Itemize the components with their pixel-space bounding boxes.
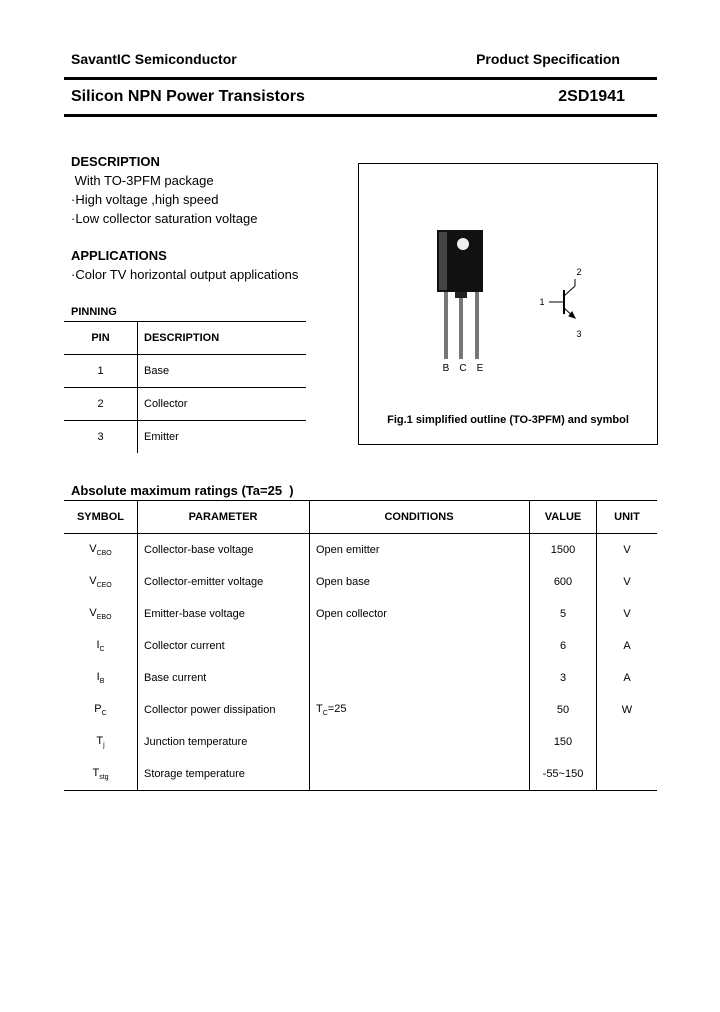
rating-symbol: $T_{stg}$	[64, 758, 138, 791]
rating-unit: V	[623, 576, 631, 588]
rating-value: 5	[530, 598, 597, 630]
rating-value: 1500	[530, 534, 597, 567]
value-col-header: VALUE	[530, 501, 597, 534]
rating-value: 600	[530, 566, 597, 598]
rating-value: 50	[530, 694, 597, 726]
rating-symbol: $I_C$	[64, 630, 138, 662]
table-row	[64, 534, 657, 567]
rating-condition	[310, 662, 530, 694]
rating-value: 150	[530, 726, 597, 758]
rating-value: -55~150	[530, 758, 597, 791]
product-line: Silicon NPN Power Transistors	[71, 88, 305, 105]
rating-unit: A	[623, 672, 631, 684]
npn-transistor-symbol-icon	[549, 279, 575, 318]
pin-number: 1	[64, 355, 138, 388]
rating-condition	[310, 758, 530, 791]
rating-unit: A	[623, 640, 631, 652]
table-row	[64, 566, 657, 598]
rating-parameter: Collector-emitter voltage	[138, 566, 310, 598]
lead-label: E	[476, 363, 484, 374]
rating-parameter: Emitter-base voltage	[138, 598, 310, 630]
company-name: SavantIC Semiconductor	[71, 51, 237, 67]
applications-line: ·Color TV horizontal output applications	[71, 267, 299, 282]
table-row	[64, 758, 657, 791]
ratings-heading: Absolute maximum ratings (Ta=25 )	[71, 483, 294, 498]
desc-col-header: DESCRIPTION	[138, 322, 307, 355]
rating-condition: Open collector	[310, 598, 530, 630]
rating-value: 3	[530, 662, 597, 694]
pin-col-header: PIN	[64, 322, 138, 355]
rating-value: 6	[530, 630, 597, 662]
table-row	[64, 388, 306, 421]
rating-parameter: Junction temperature	[138, 726, 310, 758]
title-rule	[64, 114, 657, 117]
pin-description: Collector	[138, 388, 307, 421]
rating-parameter: Collector power dissipation	[138, 694, 310, 726]
rating-condition	[310, 630, 530, 662]
table-row	[64, 630, 657, 662]
rating-parameter: Storage temperature	[138, 758, 310, 791]
rating-unit	[597, 726, 658, 758]
rating-symbol: $P_C$	[64, 694, 138, 726]
table-row	[64, 421, 306, 454]
pinning-heading: PINNING	[71, 306, 117, 318]
rating-unit: V	[623, 544, 631, 556]
symbol-pin-label: 2	[576, 267, 582, 277]
package-outline-drawing	[359, 164, 657, 404]
doc-type: Product Specification	[476, 51, 620, 67]
rating-unit: V	[623, 608, 631, 620]
rating-parameter: Collector-base voltage	[138, 534, 310, 567]
mounting-hole-icon	[457, 238, 469, 250]
description-line: With TO-3PFM package	[71, 173, 214, 188]
ratings-table	[64, 500, 657, 791]
pin-number: 2	[64, 388, 138, 421]
figure-caption: Fig.1 simplified outline (TO-3PFM) and symbol	[387, 414, 629, 426]
rating-condition: $T_C=25$	[310, 694, 530, 726]
table-row	[64, 598, 657, 630]
table-row	[64, 726, 657, 758]
parameter-col-header: PARAMETER	[138, 501, 310, 534]
description-heading: DESCRIPTION	[71, 154, 160, 169]
pinning-table	[64, 321, 306, 453]
description-line: ·High voltage ,high speed	[71, 192, 219, 207]
unit-col-header: UNIT	[597, 501, 658, 534]
table-row	[64, 694, 657, 726]
rating-parameter: Base current	[138, 662, 310, 694]
pin-description: Emitter	[138, 421, 307, 454]
rating-symbol: $I_B$	[64, 662, 138, 694]
applications-heading: APPLICATIONS	[71, 248, 167, 263]
header-rule	[64, 77, 657, 80]
rating-condition: Open emitter	[310, 534, 530, 567]
rating-condition: Open base	[310, 566, 530, 598]
symbol-col-header: SYMBOL	[64, 501, 138, 534]
rating-unit	[597, 758, 658, 791]
conditions-col-header: CONDITIONS	[310, 501, 530, 534]
table-row	[64, 662, 657, 694]
rating-symbol: $V_{EBO}$	[64, 598, 138, 630]
symbol-pin-label: 3	[576, 329, 582, 339]
rating-condition	[310, 726, 530, 758]
rating-unit: W	[621, 704, 633, 716]
figure-box	[358, 163, 658, 445]
rating-symbol: $V_{CEO}$	[64, 566, 138, 598]
pin-number: 3	[64, 421, 138, 454]
table-row	[64, 355, 306, 388]
rating-symbol: $T_j$	[64, 726, 138, 758]
description-line: ·Low collector saturation voltage	[71, 211, 258, 226]
lead-label: B	[442, 363, 450, 374]
part-number: 2SD1941	[558, 88, 625, 105]
rating-symbol: $V_{CBO}$	[64, 534, 138, 567]
table-header-row	[64, 322, 306, 355]
lead-label: C	[459, 363, 467, 374]
table-header-row	[64, 501, 657, 534]
symbol-pin-label: 1	[539, 297, 545, 307]
rating-parameter: Collector current	[138, 630, 310, 662]
pin-description: Base	[138, 355, 307, 388]
